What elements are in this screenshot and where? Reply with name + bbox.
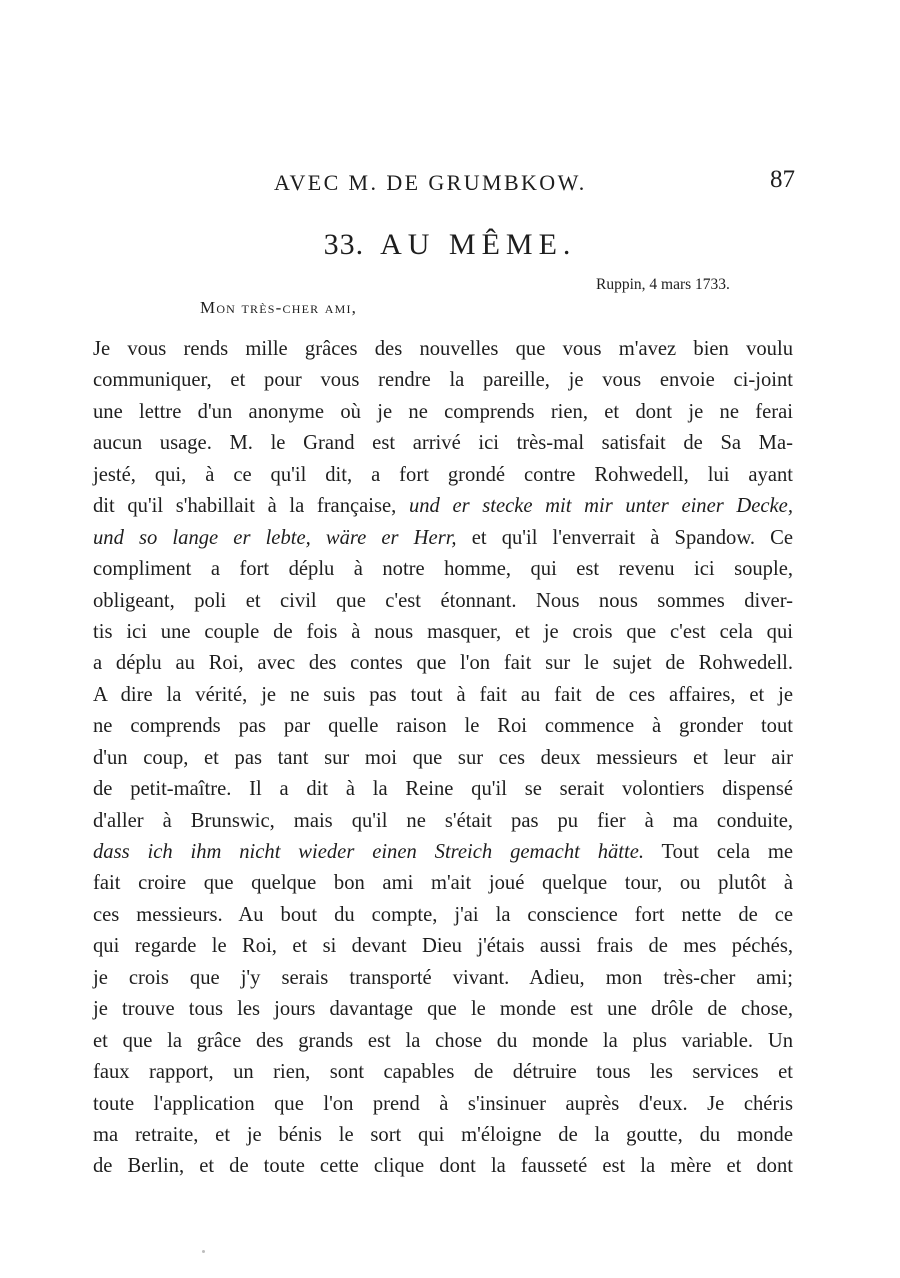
text-line xyxy=(93,1151,793,1182)
text-run: A dire la vérité, je ne suis pas tout à fait au fait de ces affaires, et je xyxy=(93,683,793,706)
text-line xyxy=(93,617,793,648)
text-run: aucun usage. M. le Grand est arrivé ici très-mal satisfait de Sa Ma- xyxy=(93,432,793,455)
text-run: dit qu'il s'habillait à la française, xyxy=(93,495,409,518)
text-run: ces messieurs. Au bout du compte, j'ai la conscience fort nette de ce xyxy=(93,903,793,926)
text-line xyxy=(93,774,793,805)
text-line xyxy=(93,680,793,711)
text-run: ma retraite, et je bénis le sort qui m'éloigne de la goutte, du monde xyxy=(93,1123,793,1146)
text-run: obligeant, poli et civil que c'est étonnant. Nous nous sommes diver- xyxy=(93,589,793,612)
paper-speck xyxy=(202,1250,205,1253)
text-line xyxy=(93,397,793,428)
letter-title xyxy=(0,228,900,262)
dateline: Ruppin, 4 mars 1733. xyxy=(596,276,730,293)
text-run: fait croire que quelque bon ami m'ait joué quelque tour, ou plutôt à xyxy=(93,872,793,895)
text-line xyxy=(93,523,793,554)
text-line xyxy=(93,931,793,962)
text-run: qui regarde le Roi, et si devant Dieu j'étais aussi frais de mes péchés, xyxy=(93,935,793,958)
text-run: je crois que j'y serais transporté vivant. Adieu, mon très-cher ami; xyxy=(93,966,793,989)
text-line xyxy=(93,428,793,459)
text-run: jesté, qui, à ce qu'il dit, a fort grondé contre Rohwedell, lui ayant xyxy=(93,463,793,486)
text-run: de Berlin, et de toute cette clique dont la fausseté est la mère et dont xyxy=(93,1155,793,1178)
text-line xyxy=(93,365,793,396)
text-run: de petit-maître. Il a dit à la Reine qu'il se serait volontiers dispensé xyxy=(93,778,793,801)
text-run: Je vous rends mille grâces des nouvelles que vous m'avez bien voulu xyxy=(93,338,793,360)
letter-body xyxy=(93,334,793,1183)
text-line xyxy=(93,1057,793,1088)
letter-heading: AU MÊME. xyxy=(380,228,577,261)
german-quote: und er stecke mit mir unter einer Decke, xyxy=(408,495,793,518)
page-number: 87 xyxy=(770,166,795,193)
text-line xyxy=(93,963,793,994)
text-run: toute l'application que l'on prend à s'insinuer auprès d'eux. Je chéris xyxy=(93,1092,793,1115)
text-run: une lettre d'un anonyme où je ne comprends rien, et dont je ne ferai xyxy=(93,400,793,423)
text-line xyxy=(93,868,793,899)
running-head: AVEC M. DE GRUMBKOW. xyxy=(274,170,587,195)
text-run: tis ici une couple de fois à nous masquer, et je crois que c'est cela qui xyxy=(93,620,793,643)
text-run: et qu'il l'enverrait à Spandow. Ce xyxy=(456,526,793,549)
text-line xyxy=(93,900,793,931)
letter-number: 33. xyxy=(323,228,365,261)
text-line xyxy=(93,806,793,837)
text-line xyxy=(93,460,793,491)
text-line xyxy=(93,334,793,365)
text-run: communiquer, et pour vous rendre la pareille, je vous envoie ci-joint xyxy=(93,369,793,392)
text-line xyxy=(93,586,793,617)
text-line xyxy=(93,554,793,585)
text-line xyxy=(93,1089,793,1120)
text-run: d'un coup, et pas tant sur moi que sur ces deux messieurs et leur air xyxy=(93,746,793,769)
german-quote: und so lange er lebte, wäre er Herr, xyxy=(93,526,457,549)
text-line xyxy=(93,837,793,868)
text-line xyxy=(93,711,793,742)
text-line xyxy=(93,994,793,1025)
salutation: Mon très-cher ami, xyxy=(200,298,358,317)
text-line xyxy=(93,491,793,522)
text-run: compliment a fort déplu à notre homme, qui est revenu ici souple, xyxy=(93,558,793,581)
text-run: a déplu au Roi, avec des contes que l'on fait sur le sujet de Rohwedell. xyxy=(93,652,793,675)
text-run: faux rapport, un rien, sont capables de détruire tous les services et xyxy=(93,1061,793,1084)
text-run: et que la grâce des grands est la chose du monde la plus variable. Un xyxy=(93,1029,793,1052)
text-run: d'aller à Brunswic, mais qu'il ne s'était pas pu fier à ma conduite, xyxy=(93,809,793,832)
text-line xyxy=(93,1026,793,1057)
text-line xyxy=(93,1120,793,1151)
german-quote: dass ich ihm nicht wieder einen Streich gemacht hätte. xyxy=(93,841,645,863)
text-run: je trouve tous les jours davantage que le monde est une drôle de chose, xyxy=(93,998,793,1021)
text-run: ne comprends pas par quelle raison le Roi commence à gronder tout xyxy=(93,715,793,738)
text-line xyxy=(93,648,793,679)
text-run: Tout cela me xyxy=(644,841,793,863)
text-line xyxy=(93,743,793,774)
